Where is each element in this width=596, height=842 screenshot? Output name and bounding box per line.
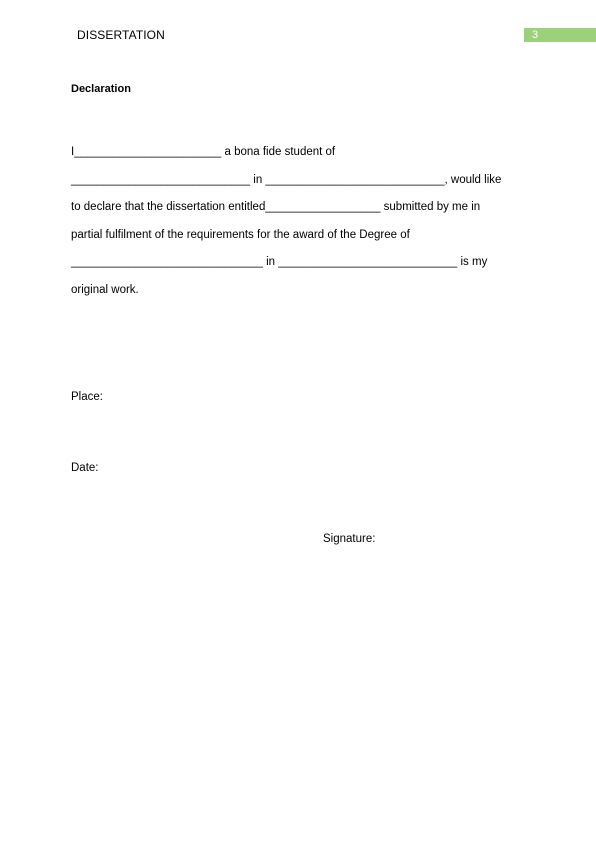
- declaration-line: ____________________________ in ____________________________, would like: [71, 173, 502, 186]
- date-label: Date:: [71, 462, 99, 474]
- page-number-badge: [524, 28, 596, 42]
- running-head: DISSERTATION: [77, 28, 165, 42]
- declaration-line: ______________________________ in ____________________________ is my: [71, 256, 488, 269]
- page-number: 3: [532, 29, 539, 41]
- declaration-body: [71, 146, 541, 312]
- declaration-line: I_______________________ a bona fide student of: [71, 146, 336, 158]
- declaration-line: original work.: [71, 283, 139, 296]
- declaration-line: to declare that the dissertation entitled__________________ submitted by me in: [71, 201, 481, 214]
- declaration-line: partial fulfilment of the requirements for the award of the Degree of: [71, 228, 410, 241]
- declaration-heading: Declaration: [71, 83, 131, 95]
- place-label: Place:: [71, 391, 103, 403]
- signature-label: Signature:: [323, 533, 376, 545]
